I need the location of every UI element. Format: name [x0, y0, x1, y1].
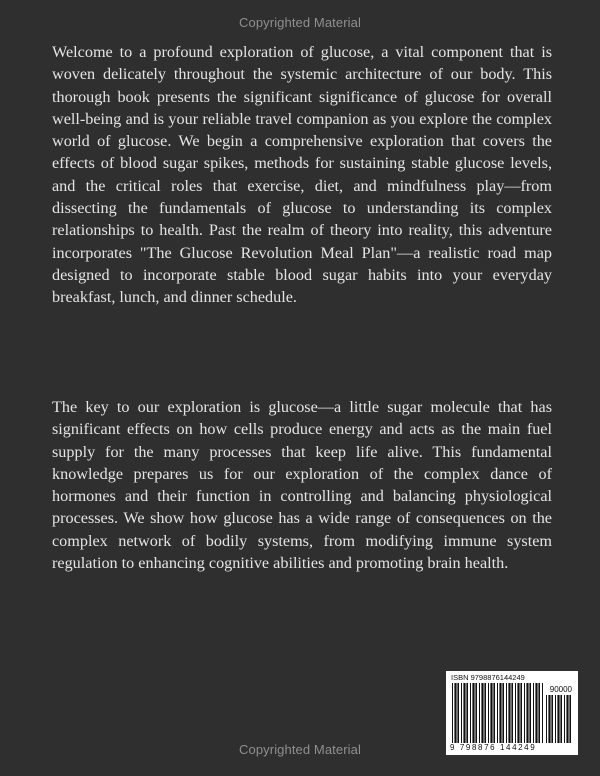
barcode-bar [548, 695, 550, 743]
barcode-bar [506, 683, 507, 743]
watermark-top: Copyrighted Material [239, 15, 361, 30]
barcode-bar [566, 695, 568, 743]
barcode-bar [490, 683, 492, 743]
barcode-bar [470, 683, 471, 743]
barcode-bar [488, 683, 489, 743]
barcode-bar [560, 695, 562, 743]
barcode-bar [502, 683, 504, 743]
description-paragraph-2: The key to our exploration is glucose—a little sugar molecule that has significant effects on how cells produce energy and acts as the main fuel supply for the many processes that keep life alive. This fundamental knowledge prepares us for our exploration of the complex dance of hormones and their function in controlling and balancing physiological processes. We show how glucose has a wide range of consequences on the complex network of bodily systems, from modifying immune system regulation to enhancing cognitive abilities and promoting brain health. [52, 398, 552, 573]
barcode-bar [452, 683, 453, 743]
barcode-bar [481, 683, 483, 743]
barcode-bar [542, 683, 543, 743]
price-code: 90000 [549, 685, 572, 694]
barcode-bar [493, 683, 495, 743]
barcode-bar [546, 695, 547, 743]
barcode-bar [463, 683, 465, 743]
barcode-bar [564, 695, 565, 743]
barcode-bar [454, 683, 456, 743]
barcode-bar [535, 683, 537, 743]
barcode-bar [529, 683, 531, 743]
barcode-bar [526, 683, 528, 743]
barcode-bar [479, 683, 480, 743]
barcode-bar [497, 683, 498, 743]
description-paragraph-1: Welcome to a profound exploration of glucose, a vital component that is woven delicately throughout the systemic architecture of our body. This thorough book presents the significant significance of glucose for overall well-being and is your reliable travel companion as you explore the complex world of glucose. We begin a comprehensive exploration that covers the effects of blood sugar spikes, methods for sustaining stable glucose levels, and the critical roles that exercise, diet, and mindfulness play—from dissecting the fundamentals of glucose to understanding its complex relationships to health. Past the realm of theory into reality, this adventure incorporates "The Glucose Revolution Meal Plan"—a realistic road map designed to incorporate stable blood sugar habits into your everyday breakfast, lunch, and dinner schedule. [52, 43, 552, 307]
isbn-label: ISBN 9798876144249 [451, 673, 525, 682]
barcode-bar [520, 683, 522, 743]
barcode-bar [551, 695, 553, 743]
barcode-bar [517, 683, 519, 743]
barcode-bar [508, 683, 510, 743]
barcode-bar [457, 683, 459, 743]
watermark-bottom: Copyrighted Material [239, 742, 361, 757]
barcode-bar [569, 695, 571, 743]
barcode-bar [511, 683, 513, 743]
barcode-bar [515, 683, 516, 743]
barcode-bar [524, 683, 525, 743]
barcode-bar [466, 683, 468, 743]
barcode-bar [472, 683, 474, 743]
barcode-bar [555, 695, 556, 743]
barcode-digits: 9 798876 144249 [450, 743, 537, 752]
barcode-bar [484, 683, 486, 743]
barcode-bar [538, 683, 540, 743]
barcode-bar [533, 683, 534, 743]
barcode-bar [557, 695, 559, 743]
barcode-bar [475, 683, 477, 743]
barcode-bar [499, 683, 501, 743]
barcode-bar [461, 683, 462, 743]
